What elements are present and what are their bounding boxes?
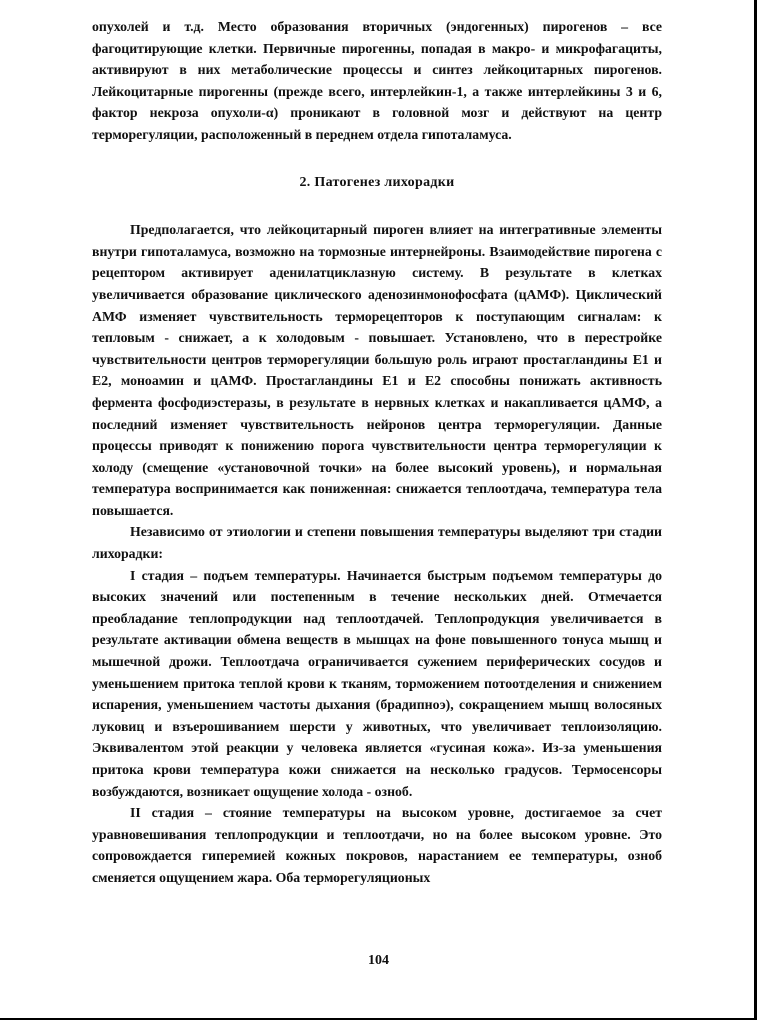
intro-text-a: опухолей и т.д. Место образования (92, 19, 363, 34)
document-page (92, 16, 662, 889)
intro-bold-term: вторичных (362, 19, 433, 34)
page-number: 104 (368, 953, 389, 968)
stage-2-text: , достигаемое за счет уравновешивания теплопродукции и теплоотдачи, но на более высоком уровне. Это сопровождается гиперемией кожных покровов, нарастанием ее температуры, озноб сменяется ощущением жара. Оба терморегуляционых (92, 805, 662, 885)
stage-1-title: I стадия – подъем температуры (130, 567, 338, 583)
intro-text-b: (эндогенных) пирогенов – все фагоцитирующие клетки. Первичные пирогенны, попадая в макро- и микрофагациты, активируют в них метаболические процессы и синтез лейкоцитарных пирогенов. Лейкоцитарные пирогенны (прежде всего, интерлейкин-1, а также интерлейкины 3 и 6, фактор некроза опухоли-α) проникают в головной мозг и действуют на центр терморегуляции, расположенный в переднем отдела гипоталамуса. (92, 19, 662, 142)
paragraph-intro (92, 16, 662, 146)
paragraph-stage-2 (92, 802, 662, 888)
section-heading: 2. Патогенез лихорадки (299, 174, 455, 190)
stage-2-title: II стадия – стояние температуры на высоком уровне (130, 805, 511, 821)
paragraph-stage-1 (92, 565, 662, 803)
paragraph-pathogenesis: Предполагается, что лейкоцитарный пироген влияет на интегративные элементы внутри гипоталамуса, возможно на тормозные интернейроны. Взаимодействие пирогена с рецептором активирует аденилатциклазную систему. В результате в клетках увеличивается образование циклического аденозинмонофосфата (цАМФ). Циклический АМФ изменяет чувствительность терморецепторов к поступающим сигналам: к тепловым - снижает, а к холодовым - повышает. Установлено, что в перестройке чувствительности центров терморегуляции большую роль играют простагландины Е1 и Е2, моноамин и цАМФ. Простагландины Е1 и Е2 способны понижать активность фермента фосфодиэстеразы, в результате в нервных клетках и накапливается цАМФ, а последний изменяет чувствительность нейронов центра терморегуляции. Данные процессы приводят к понижению порога чувствительности центра терморегуляции к холоду (смещение «установочной точки» на более высокий уровень), и нормальная температура воспринимается как пониженная: снижается теплоотдача, температура тела повышается. (92, 222, 662, 518)
stage-1-text: . Начинается быстрым подъемом температуры до высоких значений или постепенным в течение нескольких дней. Отмечается преобладание теплопродукции над теплоотдачей. Теплопродукция увеличивается в результате активации обмена веществ в мышцах на фоне повышенного тонуса мышц и мышечной дрожи. Теплоотдача ограничивается сужением периферических сосудов и уменьшением притока теплой крови к тканям, торможением потоотделения и снижением испарения, уменьшением частоты дыхания (брадипноэ), сокращением мышц волосяных луковиц и взъерошиванием шерсти у животных, что увеличивает теплоизоляцию. Эквивалентом этой реакции у человека является «гусиная кожа». Из-за уменьшения притока крови температура кожи снижается на несколько градусов. Термосенсоры возбуждаются, возникает ощущение холода - озноб. (92, 567, 662, 799)
paragraph-stages-intro: Независимо от этиологии и степени повышения температуры выделяют три стадии лихорадки: (92, 524, 662, 562)
